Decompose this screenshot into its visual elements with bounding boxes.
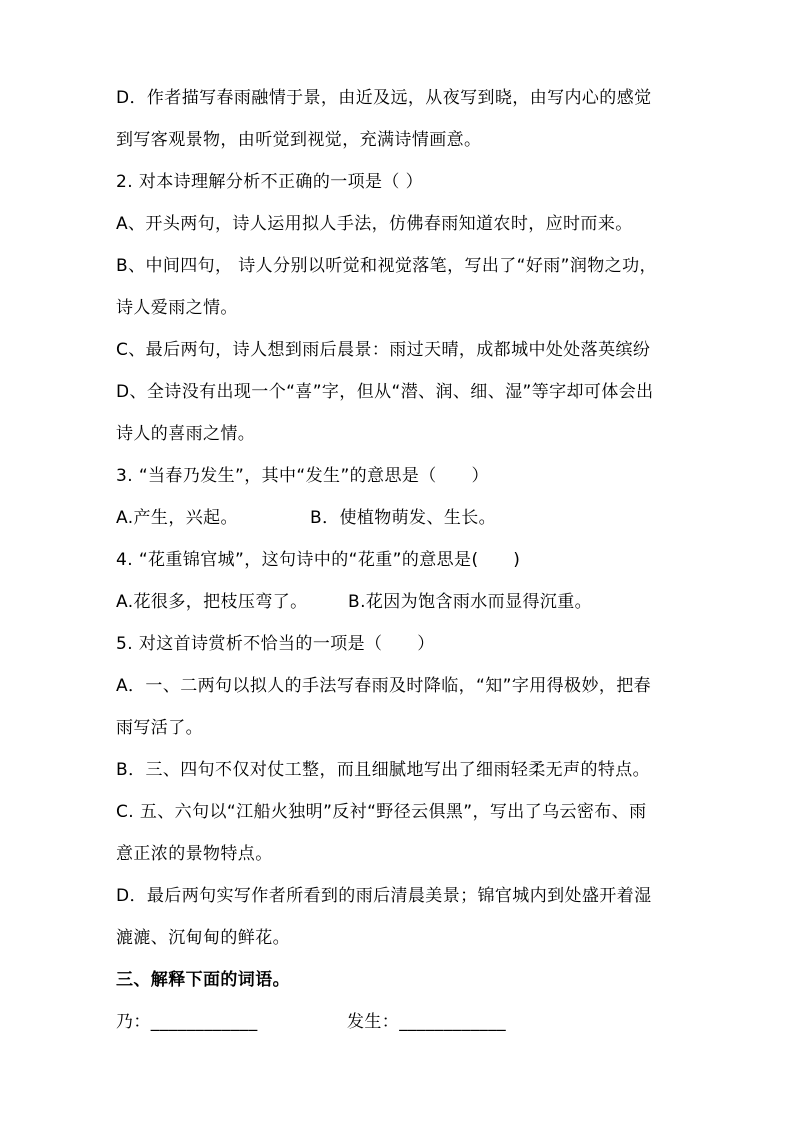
q5-option-c-line2: 意正浓的景物特点。 xyxy=(116,844,273,864)
q4-option-b: B.花因为饱含雨水而显得沉重。 xyxy=(348,592,593,612)
q2-option-b-line1: B、中间四句， 诗人分别以听觉和视觉落笔，写出了“好雨”润物之功， xyxy=(116,256,657,276)
q1-option-d-line2: 到写客观景物，由听觉到视觉，充满诗情画意。 xyxy=(116,130,482,150)
q2-stem: 2. 对本诗理解分析不正确的一项是（ ） xyxy=(116,172,424,192)
q4-options xyxy=(116,590,736,614)
q4-option-a: A.花很多，把枝压弯了。 xyxy=(116,592,308,612)
q5-stem: 5. 对这首诗赏析不恰当的一项是（ ） xyxy=(116,634,435,654)
q4-stem: 4. “花重锦官城”，这句诗中的“花重”的意思是( ) xyxy=(116,550,521,570)
q2-option-d-line2: 诗人的喜雨之情。 xyxy=(116,424,256,444)
q5-option-d-line1: D．最后两句实写作者所看到的雨后清晨美景；锦官城内到处盛开着湿 xyxy=(116,886,652,906)
q2-option-b-line2: 诗人爱雨之情。 xyxy=(116,298,238,318)
q5-option-a-line1: A．一、二两句以拟人的手法写春雨及时降临，“知”字用得极妙，把春 xyxy=(116,676,652,696)
section3-terms xyxy=(116,1010,736,1034)
q3-option-a: A.产生，兴起。 xyxy=(116,508,238,528)
q5-option-d-line2: 漉漉、沉甸甸的鲜花。 xyxy=(116,928,290,948)
q2-option-c: C、最后两句，诗人想到雨后晨景：雨过天晴，成都城中处处落英缤纷 xyxy=(116,340,651,360)
term-nai-blank: 乃：____________ xyxy=(116,1012,258,1032)
q3-option-b: B．使植物萌发、生长。 xyxy=(310,508,497,528)
q5-option-b: B．三、四句不仅对仗工整，而且细腻地写出了细雨轻柔无声的特点。 xyxy=(116,760,651,780)
section3-heading: 三、解释下面的词语。 xyxy=(116,970,290,990)
q2-option-d-line1: D、全诗没有出现一个“喜”字，但从“潜、润、细、湿”等字却可体会出 xyxy=(116,382,654,402)
q2-option-a: A、开头两句，诗人运用拟人手法，仿佛春雨知道农时，应时而来。 xyxy=(116,214,633,234)
q5-option-a-line2: 雨写活了。 xyxy=(116,718,203,738)
q3-stem: 3. “当春乃发生”，其中“发生”的意思是（ ） xyxy=(116,466,489,486)
q5-option-c-line1: C. 五、六句以“江船火独明”反衬“野径云俱黑”，写出了乌云密布、雨 xyxy=(116,802,647,822)
q1-option-d-line1: D．作者描写春雨融情于景，由近及远，从夜写到晓，由写内心的感觉 xyxy=(116,88,652,108)
q3-options xyxy=(116,506,736,530)
term-fasheng-blank: 发生：____________ xyxy=(347,1012,506,1032)
